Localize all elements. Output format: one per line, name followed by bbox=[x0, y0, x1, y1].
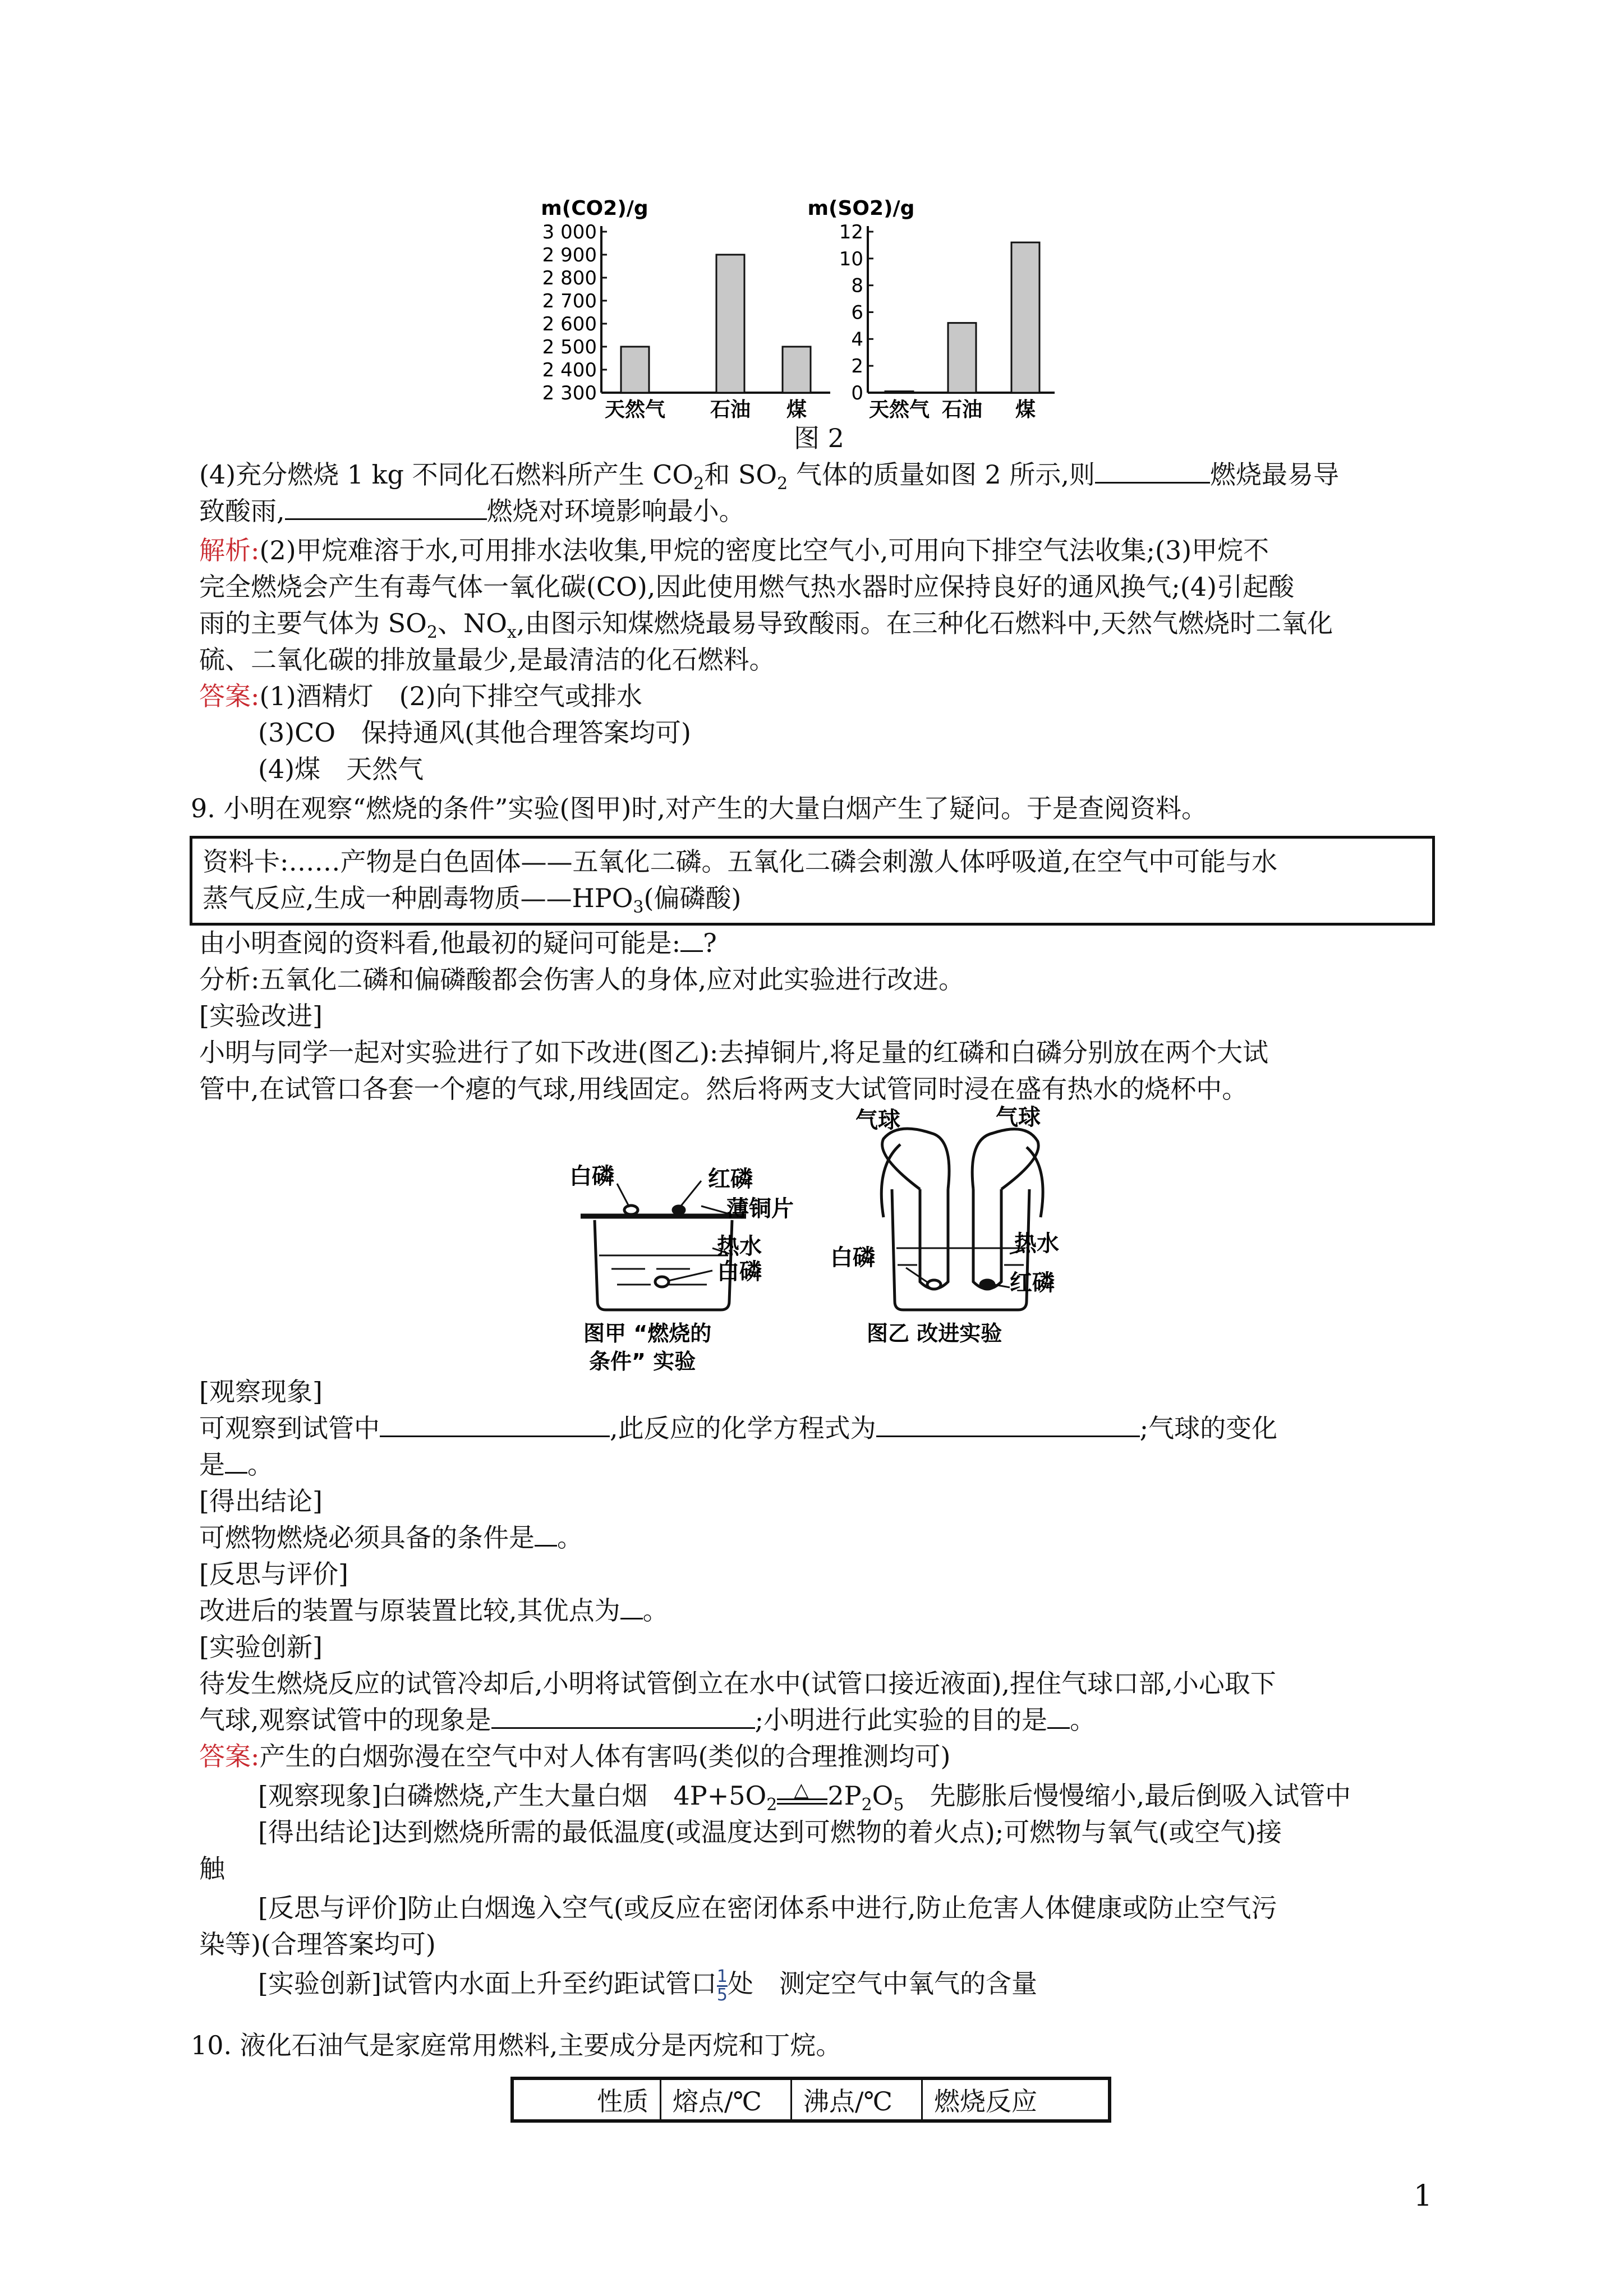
observe-text: ,此反应的化学方程式为 bbox=[610, 1413, 876, 1443]
table-header-row bbox=[512, 2078, 1110, 2121]
answer-text: O bbox=[872, 1780, 894, 1811]
balloon-right bbox=[972, 1129, 1038, 1189]
beaker-yi bbox=[892, 1189, 1029, 1310]
innov-text: ;小明进行此实验的目的是 bbox=[755, 1705, 1048, 1735]
q4-text-d: 燃烧最易导 bbox=[1209, 459, 1339, 490]
y-tick-label: 2 900 bbox=[542, 244, 597, 266]
answer8-line3: (4)煤 天然气 bbox=[258, 754, 424, 784]
answer-text: (1)酒精灯 (2)向下排空气或排水 bbox=[259, 681, 642, 711]
y-tick-label: 6 bbox=[851, 301, 863, 324]
answer-blank[interactable] bbox=[620, 1593, 643, 1619]
answer9-line2: [观察现象]白磷燃烧,产生大量白烟 $4P+5O_2$ △ $2P_2O_5$ 先膨胀后慢慢缩小,最后倒吸入试管中 bbox=[258, 1778, 1351, 1823]
observe-text: 。 bbox=[247, 1450, 273, 1480]
conclusion-line bbox=[199, 1520, 583, 1555]
analysis-text: ,由图示知煤燃烧最易导致酸雨。在三种化石燃料中,天然气燃烧时二氧化 bbox=[516, 608, 1333, 638]
analysis-line4: 硫、二氧化碳的排放量最少,是最清洁的化石燃料。 bbox=[199, 645, 775, 675]
answer-text: [观察现象]白磷燃烧,产生大量白烟 4P+5O bbox=[258, 1780, 767, 1811]
heading-innovation: [实验创新] bbox=[199, 1632, 323, 1662]
analysis-text: 雨的主要气体为 SO bbox=[199, 608, 427, 638]
observe-text: ;气球的变化 bbox=[1139, 1413, 1278, 1443]
y-axis-label: m(CO2)/g bbox=[541, 197, 648, 220]
heading-improve: [实验改进] bbox=[199, 1001, 323, 1031]
reflect-line bbox=[199, 1593, 669, 1628]
x-tick-label: 天然气 bbox=[604, 398, 666, 421]
improve-line2: 管中,在试管口各套一个瘪的气球,用线固定。然后将两支大试管同时浸在盛有热水的烧杯中。 bbox=[199, 1074, 1248, 1104]
answer8-line2: (3)CO 保持通风(其他合理答案均可) bbox=[258, 717, 691, 748]
answer-blank[interactable] bbox=[491, 1703, 755, 1729]
q4-text-b: 和 SO bbox=[704, 459, 778, 490]
heading-reflect: [反思与评价] bbox=[199, 1559, 348, 1589]
answer-blank[interactable] bbox=[380, 1411, 610, 1437]
analysis-line2: 完全燃烧会产生有毒气体一氧化碳(CO),因此使用燃气热水器时应保持良好的通风换气;(4)引起酸 bbox=[199, 572, 1295, 602]
innovation-line1: 待发生燃烧反应的试管冷却后,小明将试管倒立在水中(试管口接近液面),捏住气球口部,小心取下 bbox=[199, 1668, 1276, 1699]
y-tick-label: 2 500 bbox=[542, 336, 597, 358]
q4-text-f: 燃烧对环境影响最小。 bbox=[486, 496, 745, 526]
label-water-yi: 热水 bbox=[1014, 1231, 1059, 1257]
reflect-text: 改进后的装置与原装置比较,其优点为 bbox=[199, 1595, 620, 1626]
observe-line2 bbox=[199, 1447, 273, 1482]
properties-table bbox=[510, 2077, 1111, 2123]
q9-stem: 9. 小明在观察“燃烧的条件”实验(图甲)时,对产生的大量白烟产生了疑问。于是查阅资料。 bbox=[191, 793, 1208, 823]
answer-label: 答案: bbox=[199, 681, 260, 711]
answer9-line7 bbox=[258, 1966, 1037, 2004]
answer-blank[interactable] bbox=[535, 1520, 557, 1547]
header-cell: 燃烧反应 bbox=[922, 2078, 1110, 2121]
improve-line1: 小明与同学一起对实验进行了如下改进(图乙):去掉铜片,将足量的红磷和白磷分别放在两个大试 bbox=[199, 1037, 1269, 1068]
heading-observe: [观察现象] bbox=[199, 1377, 323, 1407]
conclusion-text: 可燃物燃烧必须具备的条件是 bbox=[199, 1522, 535, 1553]
y-tick-label: 10 bbox=[839, 247, 863, 270]
y-tick-label: 2 600 bbox=[542, 313, 597, 335]
header-cell: 沸点/℃ bbox=[792, 2078, 922, 2121]
fraction-one-fifth bbox=[717, 1968, 728, 2004]
info-card-line1: 资料卡:……产物是白色固体——五氧化二磷。五氧化二磷会刺激人体呼吸道,在空气中可能与水 bbox=[203, 846, 1278, 877]
caption-jia-1: 图甲 “燃烧的 bbox=[583, 1321, 712, 1346]
caption-jia-2: 条件” 实验 bbox=[589, 1349, 696, 1374]
innovation-line2 bbox=[199, 1703, 1096, 1737]
y-tick-label: 4 bbox=[851, 328, 863, 351]
x-tick-label: 煤 bbox=[1015, 398, 1036, 421]
q9-analysis: 分析:五氧化二磷和偏磷酸都会伤害人的身体,应对此实验进行改进。 bbox=[199, 964, 965, 995]
answer-text: 处 测定空气中氧气的含量 bbox=[728, 1968, 1037, 1999]
innov-text: 。 bbox=[1070, 1705, 1096, 1735]
answer9-line1 bbox=[199, 1739, 950, 1774]
y-tick-label: 2 300 bbox=[542, 382, 597, 404]
page-number: 1 bbox=[1414, 2179, 1433, 2213]
test-tube-left bbox=[920, 1189, 948, 1289]
y-tick-label: 2 800 bbox=[542, 267, 597, 289]
answer9-line6: 染等)(合理答案均可) bbox=[199, 1929, 436, 1959]
analysis-text: (2)甲烷难溶于水,可用排水法收集,甲烷的密度比空气小,可用向下排空气法收集;(3)甲烷不 bbox=[259, 535, 1269, 565]
analysis-label: 解析: bbox=[199, 535, 260, 565]
test-tube-right bbox=[973, 1189, 1001, 1289]
analysis-line3: 雨的主要气体为 $SO_2$、$NO_x$,由图示知煤燃烧最易导致酸雨。在三种化石燃料中,天然气燃烧时二氧化 bbox=[199, 608, 1333, 643]
caption-yi: 图乙 改进实验 bbox=[867, 1321, 1002, 1346]
doubt-text: 由小明查阅的资料看,他最初的疑问可能是: bbox=[199, 928, 681, 958]
q4-line1: (4)充分燃烧 1 kg 不同化石燃料所产生 $CO_2$和 $SO_2$ 气体的质量如图 2 所示,则 燃烧最易导 bbox=[199, 457, 1339, 501]
heading-conclusion: [得出结论] bbox=[199, 1486, 323, 1516]
y-tick-label: 3 000 bbox=[542, 221, 597, 243]
label-hongpin-yi: 红磷 bbox=[1010, 1270, 1055, 1296]
answer-blank[interactable] bbox=[876, 1411, 1140, 1437]
observe-text: 可观察到试管中 bbox=[199, 1413, 380, 1443]
answer-text: 先膨胀后慢慢缩小,最后倒吸入试管中 bbox=[904, 1780, 1351, 1811]
answer9-line3: [得出结论]达到燃烧所需的最低温度(或温度达到可燃物的着火点);可燃物与氧气(或空气)接 bbox=[258, 1817, 1282, 1847]
label-baipin2-jia: 白磷 bbox=[717, 1259, 762, 1285]
label-hongpin-jia: 红磷 bbox=[708, 1166, 753, 1192]
y-tick-label: 2 400 bbox=[542, 359, 597, 381]
y-axis-label: m(SO2)/g bbox=[807, 197, 915, 220]
frac-num: 1 bbox=[716, 1966, 728, 1986]
fig2-caption: 图 2 bbox=[794, 423, 844, 453]
beaker-jia bbox=[595, 1220, 732, 1310]
label-ball-left: 气球 bbox=[855, 1107, 900, 1133]
q4-text-c: 气体的质量如图 2 所示,则 bbox=[788, 459, 1095, 490]
answer-text: 2P bbox=[827, 1780, 862, 1811]
analysis-text: 、NO bbox=[437, 608, 507, 638]
innov-text: 气球,观察试管中的现象是 bbox=[199, 1705, 491, 1735]
q10-stem: 10. 液化石油气是家庭常用燃料,主要成分是丙烷和丁烷。 bbox=[191, 2030, 842, 2060]
frac-den: 5 bbox=[716, 1985, 728, 2005]
header-cell: 性质 bbox=[512, 2078, 661, 2121]
y-tick-label: 2 700 bbox=[542, 290, 597, 312]
reflect-end: 。 bbox=[642, 1595, 669, 1626]
answer-blank[interactable] bbox=[225, 1447, 247, 1474]
label-baipin-yi: 白磷 bbox=[830, 1245, 875, 1271]
balloon-left bbox=[882, 1129, 949, 1189]
y-tick-label: 8 bbox=[851, 274, 863, 297]
label-ball-right: 气球 bbox=[996, 1105, 1041, 1130]
y-tick-label: 0 bbox=[851, 382, 863, 404]
answer-blank[interactable] bbox=[1047, 1703, 1070, 1729]
info-card-line2: 蒸气反应,生成一种剧毒物质$——HPO_3$(偏磷酸) bbox=[203, 883, 742, 918]
x-tick-label: 石油 bbox=[710, 398, 751, 421]
conclusion-end: 。 bbox=[557, 1522, 583, 1553]
label-copper: 薄铜片 bbox=[726, 1196, 794, 1222]
answer9-line5: [反思与评价]防止白烟逸入空气(或反应在密闭体系中进行,防止危害人体健康或防止空气污 bbox=[258, 1893, 1277, 1923]
answer9-line4: 触 bbox=[199, 1853, 225, 1884]
y-tick-label: 12 bbox=[839, 221, 863, 243]
card-text: 蒸气反应,生成一种剧毒物质——HPO bbox=[203, 883, 633, 913]
answer-label: 答案: bbox=[199, 1741, 260, 1772]
x-tick-label: 石油 bbox=[941, 398, 983, 421]
observe-line1 bbox=[199, 1411, 1277, 1446]
y-tick-label: 2 bbox=[851, 355, 863, 378]
label-water-jia: 热水 bbox=[717, 1234, 762, 1259]
q4-text-a: (4)充分燃烧 1 kg 不同化石燃料所产生 CO bbox=[199, 459, 694, 490]
doubt-q: ? bbox=[703, 928, 717, 958]
answer-text: 产生的白烟弥漫在空气中对人体有害吗(类似的合理推测均可) bbox=[259, 1741, 951, 1772]
x-tick-label: 煤 bbox=[786, 398, 807, 421]
header-cell: 熔点/℃ bbox=[661, 2078, 792, 2121]
q4-text-e: 致酸雨, bbox=[199, 496, 285, 526]
condition-equals bbox=[777, 1779, 827, 1805]
answer-text: [实验创新]试管内水面上升至约距试管口 bbox=[258, 1968, 717, 1999]
x-tick-label: 天然气 bbox=[868, 398, 930, 421]
label-baipin-jia: 白磷 bbox=[569, 1163, 614, 1189]
card-text: (偏磷酸) bbox=[643, 883, 742, 913]
observe-text: 是 bbox=[199, 1450, 225, 1480]
heat-triangle: △ bbox=[794, 1779, 809, 1801]
